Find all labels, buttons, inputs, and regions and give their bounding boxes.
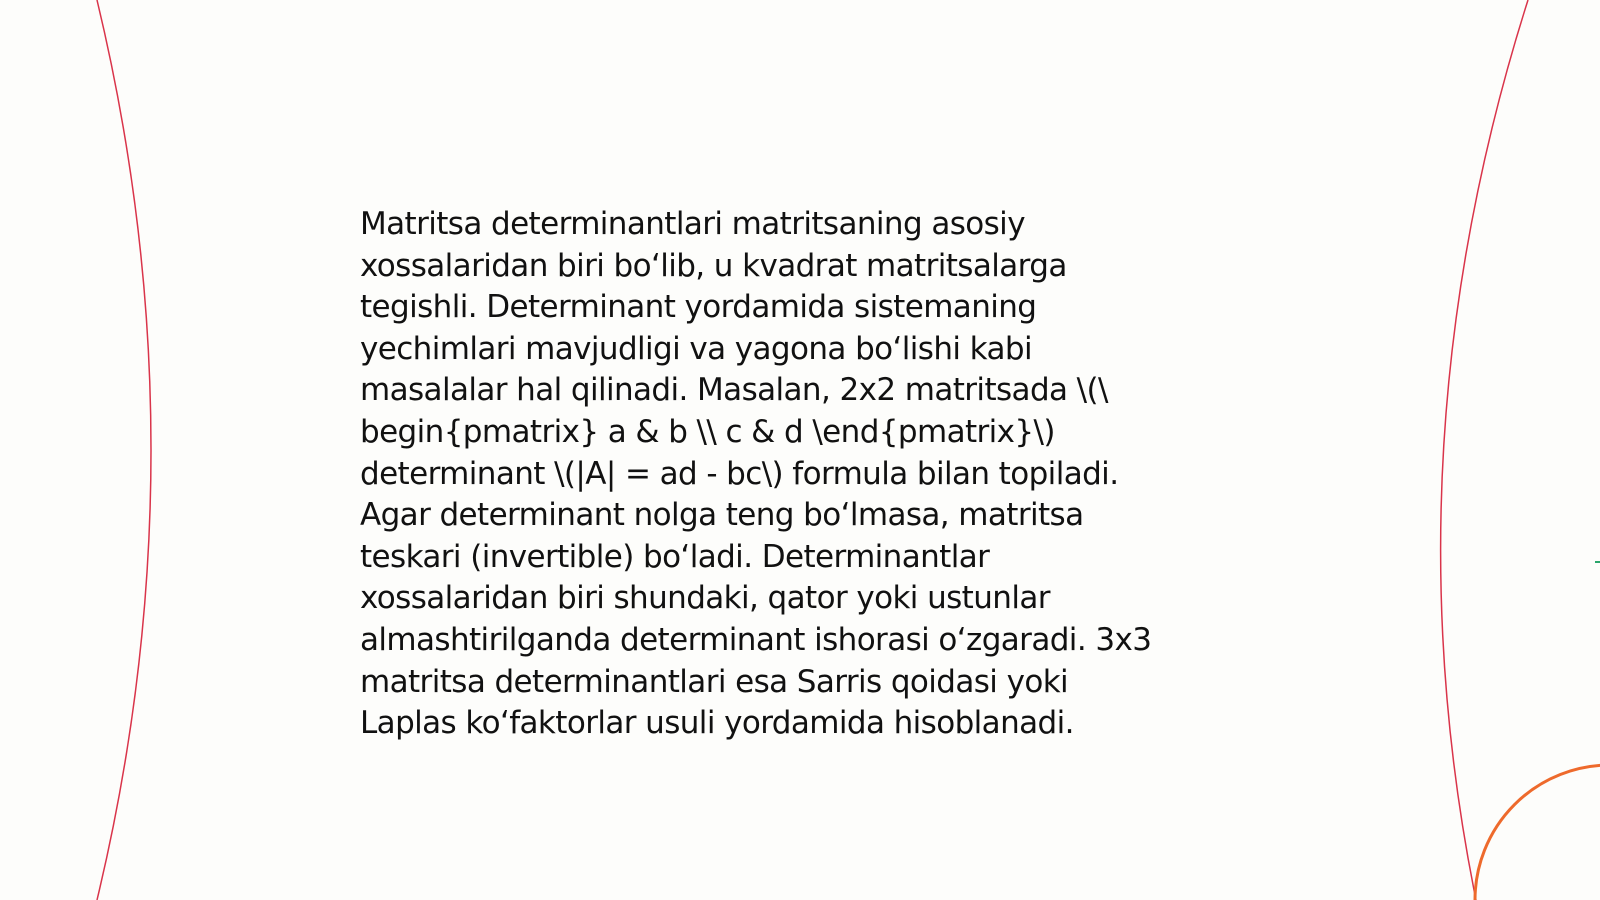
body-line-2: xossalaridan biri bo‘lib, u kvadrat matritsalarga	[360, 247, 1067, 284]
body-line-8: Agar determinant nolga teng bo‘lmasa, matritsa	[360, 497, 1084, 534]
body-line-6: begin{pmatrix} a & b \\ c & d \end{pmatrix}\)	[360, 413, 1055, 450]
body-line-7: determinant \(|A| = ad - bc\) formula bilan topiladi.	[360, 455, 1119, 492]
body-line-9: teskari (invertible) bo‘ladi. Determinantlar	[360, 538, 990, 575]
body-line-13: Laplas ko‘faktorlar usuli yordamida hisoblanadi.	[360, 705, 1074, 742]
body-line-4: yechimlari mavjudligi va yagona bo‘lishi kabi	[360, 330, 1032, 367]
orange-arc-decoration	[1475, 765, 1600, 900]
left-curve-decoration	[97, 0, 151, 900]
body-line-10: xossalaridan biri shundaki, qator yoki ustunlar	[360, 580, 1050, 617]
body-line-1: Matritsa determinantlari matritsaning asosiy	[360, 206, 1025, 242]
body-line-5: masalalar hal qilinadi. Masalan, 2x2 matritsada \(\	[360, 372, 1108, 409]
body-line-11: almashtirilganda determinant ishorasi o‘zgaradi. 3x3	[360, 621, 1152, 658]
right-curve-decoration	[1441, 0, 1528, 900]
body-line-3: tegishli. Determinant yordamida sistemaning	[360, 289, 1037, 326]
body-line-12: matritsa determinantlari esa Sarris qoidasi yoki	[360, 663, 1069, 700]
body-paragraph	[360, 204, 1240, 745]
